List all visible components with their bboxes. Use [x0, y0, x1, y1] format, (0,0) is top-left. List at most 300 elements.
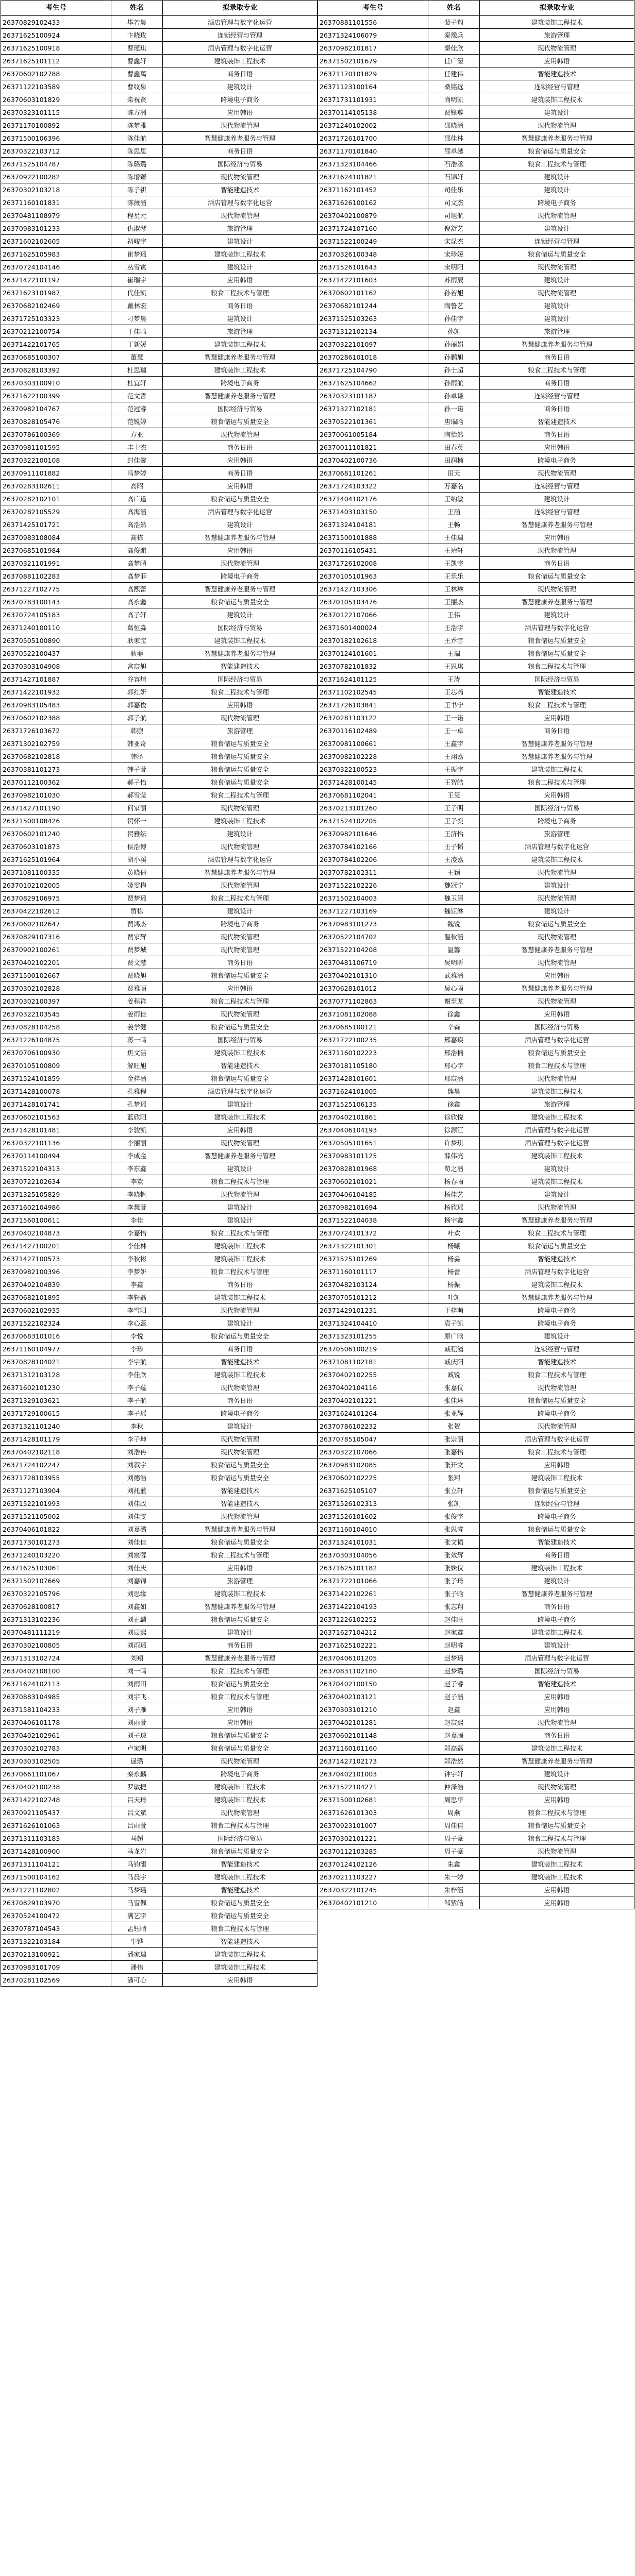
table-row	[1, 621, 318, 634]
cell-exam-id: 26370902100261	[1, 943, 111, 956]
table-row	[1, 1059, 318, 1072]
cell-exam-id: 26371312103128	[1, 1368, 111, 1381]
cell-name: 魏钰淋	[428, 905, 480, 918]
table-row	[1, 1768, 318, 1781]
cell-exam-id: 26370829103970	[1, 1896, 111, 1909]
cell-major: 智慧健康养老服务与管理	[163, 351, 318, 364]
cell-name: 贾雅丽	[111, 982, 163, 995]
table-row	[318, 1394, 634, 1407]
cell-major: 粮食储运与质量安全	[480, 1523, 634, 1536]
cell-exam-id: 26370406104185	[318, 1188, 428, 1201]
cell-major: 建筑设计	[163, 827, 318, 840]
table-row	[318, 1459, 634, 1471]
cell-name: 张贺	[428, 1420, 480, 1433]
table-row	[318, 1781, 634, 1793]
cell-major: 粮食储运与质量安全	[480, 647, 634, 660]
cell-exam-id: 26371602104986	[1, 1201, 111, 1214]
cell-exam-id: 26370402108100	[1, 1665, 111, 1677]
cell-major: 智慧健康养老服务与管理	[480, 596, 634, 608]
cell-name: 陶怡然	[428, 428, 480, 441]
cell-exam-id: 26371102102545	[318, 686, 428, 699]
table-row	[1, 261, 318, 274]
cell-exam-id: 26371160101117	[318, 1265, 428, 1278]
cell-exam-id: 26370402102118	[1, 1446, 111, 1459]
cell-name: 武雅涵	[428, 969, 480, 982]
cell-major: 建筑设计	[480, 608, 634, 621]
cell-major: 应用韩语	[163, 1974, 318, 1987]
cell-name: 臧程潼	[428, 1343, 480, 1355]
cell-name: 刘托蓝	[111, 1484, 163, 1497]
cell-exam-id: 26370782101832	[318, 660, 428, 673]
cell-name: 孙若旭	[428, 286, 480, 299]
cell-exam-id: 26370982101030	[1, 789, 111, 802]
cell-exam-id: 26370602101162	[318, 286, 428, 299]
cell-exam-id: 26370482103124	[318, 1278, 428, 1291]
table-row	[1, 1188, 318, 1201]
table-row	[318, 389, 634, 402]
cell-name: 郑浩然	[428, 1755, 480, 1768]
cell-name: 赵家鑫	[428, 1626, 480, 1639]
cell-exam-id: 26370213101260	[318, 802, 428, 815]
cell-exam-id: 26370213100921	[1, 1948, 111, 1961]
table-row	[1, 1871, 318, 1884]
table-row	[1, 866, 318, 879]
cell-name: 袁子凯	[428, 1317, 480, 1330]
table-row	[318, 1896, 634, 1909]
cell-name: 丁新媛	[111, 338, 163, 351]
cell-major: 粮食储运与质量安全	[480, 1394, 634, 1407]
cell-name: 谷容煊	[111, 673, 163, 686]
cell-exam-id: 26371525106135	[318, 1098, 428, 1111]
table-row	[318, 956, 634, 969]
table-row	[318, 454, 634, 467]
cell-major: 现代物流管理	[163, 1381, 318, 1394]
cell-exam-id: 26370322103712	[1, 145, 111, 158]
cell-name: 刘子雁	[111, 1703, 163, 1716]
cell-major: 现代物流管理	[163, 1446, 318, 1459]
cell-major: 建筑装饰工程技术	[163, 1291, 318, 1304]
cell-name: 王浩宇	[428, 621, 480, 634]
table-row	[1, 505, 318, 518]
cell-exam-id: 26370828104021	[1, 1355, 111, 1368]
cell-exam-id: 26370322100108	[1, 454, 111, 467]
table-row	[1, 1974, 318, 1987]
cell-exam-id: 26371581104233	[1, 1703, 111, 1716]
table-row	[318, 1111, 634, 1124]
table-row	[1, 1098, 318, 1111]
cell-name: 李佳欣	[111, 1368, 163, 1381]
cell-major: 建筑设计	[480, 106, 634, 119]
table-row	[318, 1085, 634, 1098]
cell-exam-id: 26370784102166	[318, 840, 428, 853]
table-row	[318, 879, 634, 892]
cell-name: 刘雨瑶	[111, 1639, 163, 1652]
cell-exam-id: 26370282102101	[1, 493, 111, 505]
cell-name: 刘佳雯	[111, 1510, 163, 1523]
cell-exam-id: 26371522101993	[1, 1497, 111, 1510]
table-row	[1, 1046, 318, 1059]
cell-major: 应用韩语	[480, 1703, 634, 1716]
table-row	[1, 1471, 318, 1484]
cell-name: 孙鹏旭	[428, 351, 480, 364]
table-row	[1, 686, 318, 699]
table-row	[318, 1175, 634, 1188]
cell-major: 粮食工程技术与管理	[480, 699, 634, 711]
cell-exam-id: 26370911101882	[1, 467, 111, 480]
table-row	[318, 634, 634, 647]
cell-exam-id: 26371625100918	[1, 42, 111, 55]
table-row	[318, 325, 634, 338]
table-row	[1, 1072, 318, 1085]
cell-name: 满艺宇	[111, 1909, 163, 1922]
cell-name: 徐鑫	[428, 1008, 480, 1021]
cell-major: 建筑装饰工程技术	[163, 1046, 318, 1059]
cell-name: 王凯宇	[428, 557, 480, 570]
cell-major: 建筑装饰工程技术	[480, 1562, 634, 1574]
cell-name: 蒋一鸣	[111, 1033, 163, 1046]
cell-major: 粮食储运与质量安全	[163, 1330, 318, 1343]
cell-exam-id: 26370705101212	[318, 1291, 428, 1304]
cell-major: 商务日语	[480, 402, 634, 415]
cell-name: 孙士超	[428, 364, 480, 377]
cell-exam-id: 26370602102225	[318, 1471, 428, 1484]
cell-major: 建筑装饰工程技术	[163, 1587, 318, 1600]
table-row	[1, 583, 318, 596]
cell-major: 现代物流管理	[480, 261, 634, 274]
cell-exam-id: 26371625102221	[318, 1639, 428, 1652]
cell-name: 高栋	[111, 531, 163, 544]
cell-major: 旅游管理	[163, 325, 318, 338]
cell-exam-id: 26370302100805	[1, 1639, 111, 1652]
cell-exam-id: 26370881101556	[318, 16, 428, 29]
cell-exam-id: 26371122103589	[1, 80, 111, 93]
cell-exam-id: 26370406104193	[318, 1124, 428, 1137]
cell-exam-id: 26370303104056	[318, 1549, 428, 1562]
table-row	[318, 1304, 634, 1317]
cell-major: 粮食工程技术与管理	[163, 1690, 318, 1703]
table-row	[1, 673, 318, 686]
table-row	[1, 1909, 318, 1922]
cell-major: 粮食工程技术与管理	[163, 1665, 318, 1677]
table-row	[1, 1716, 318, 1729]
cell-name: 郭子航	[111, 711, 163, 724]
cell-exam-id: 26370682102818	[1, 750, 111, 763]
cell-major: 应用韩语	[163, 1562, 318, 1574]
table-row	[318, 312, 634, 325]
cell-major: 粮食工程技术与管理	[163, 1265, 318, 1278]
cell-exam-id: 26370406101822	[1, 1523, 111, 1536]
table-row	[318, 364, 634, 377]
table-row	[1, 415, 318, 428]
cell-exam-id: 26370402104839	[1, 1278, 111, 1291]
cell-name: 仲泽浩	[428, 1781, 480, 1793]
cell-major: 现代物流管理	[480, 892, 634, 905]
cell-name: 李慧萱	[111, 1201, 163, 1214]
cell-exam-id: 26371313102236	[1, 1613, 111, 1626]
cell-major: 粮食储运与质量安全	[163, 1845, 318, 1858]
table-row	[318, 1819, 634, 1832]
cell-exam-id: 26370602102647	[1, 918, 111, 930]
cell-exam-id: 26370402102201	[1, 956, 111, 969]
cell-major: 现代物流管理	[480, 583, 634, 596]
cell-major: 粮食工程技术与管理	[163, 1227, 318, 1240]
cell-exam-id: 26371403103150	[318, 505, 428, 518]
cell-major: 建筑设计	[480, 1188, 634, 1201]
cell-name: 赵佳旺	[428, 1613, 480, 1626]
table-body-right	[318, 16, 634, 1909]
cell-exam-id: 26370981101595	[1, 441, 111, 454]
cell-exam-id: 26371240103220	[1, 1549, 111, 1562]
cell-major: 商务日语	[163, 467, 318, 480]
table-row	[1, 1252, 318, 1265]
cell-name: 张佳琳	[428, 1394, 480, 1407]
cell-exam-id: 26370303104908	[1, 660, 111, 673]
cell-major: 应用韩语	[480, 1884, 634, 1896]
cell-exam-id: 26371127103904	[1, 1484, 111, 1497]
cell-major: 跨境电子商务	[480, 815, 634, 827]
cell-major: 商务日语	[480, 428, 634, 441]
cell-name: 韩子萱	[111, 763, 163, 776]
cell-exam-id: 26370506100219	[318, 1343, 428, 1355]
cell-name: 李晓帆	[111, 1188, 163, 1201]
cell-name: 范锐婷	[111, 415, 163, 428]
cell-name: 臧庆阳	[428, 1355, 480, 1368]
table-row	[1, 982, 318, 995]
cell-major: 现代物流管理	[480, 1420, 634, 1433]
table-row	[1, 956, 318, 969]
cell-exam-id: 26371525103263	[318, 312, 428, 325]
cell-name: 何家丽	[111, 802, 163, 815]
cell-major: 建筑设计	[163, 518, 318, 531]
cell-name: 李梦妍	[111, 1265, 163, 1278]
header-exam-id: 考生号	[318, 1, 428, 16]
cell-exam-id: 26371602102605	[1, 235, 111, 248]
cell-name: 杨宇鑫	[428, 1214, 480, 1227]
cell-exam-id: 26370105101963	[318, 570, 428, 583]
cell-name: 李欢	[111, 1175, 163, 1188]
cell-major: 粮食储运与质量安全	[480, 1240, 634, 1252]
cell-exam-id: 26370883104985	[1, 1690, 111, 1703]
table-row	[1, 1265, 318, 1278]
cell-exam-id: 26371626100162	[318, 196, 428, 209]
table-row	[318, 621, 634, 634]
table-row	[318, 930, 634, 943]
cell-major: 现代物流管理	[163, 1008, 318, 1021]
cell-exam-id: 26371500101888	[318, 531, 428, 544]
cell-name: 李轩磊	[111, 1291, 163, 1304]
cell-exam-id: 26371322103184	[1, 1935, 111, 1948]
cell-major: 粮食储运与质量安全	[480, 248, 634, 261]
cell-exam-id: 26371422102748	[1, 1793, 111, 1806]
cell-exam-id: 26370124102126	[318, 1858, 428, 1871]
cell-major: 粮食储运与质量安全	[163, 737, 318, 750]
cell-name: 吕文斌	[111, 1806, 163, 1819]
cell-exam-id: 26371521105002	[1, 1510, 111, 1523]
cell-exam-id: 26371624101821	[318, 171, 428, 183]
cell-exam-id: 26370124101601	[318, 647, 428, 660]
table-row	[318, 119, 634, 132]
table-row	[318, 1214, 634, 1227]
table-row	[1, 1742, 318, 1755]
cell-major: 粮食储运与质量安全	[163, 493, 318, 505]
cell-exam-id: 26370321101991	[1, 557, 111, 570]
cell-major: 智慧健康养老服务与管理	[480, 338, 634, 351]
cell-name: 王玺	[428, 789, 480, 802]
cell-name: 高浩然	[111, 518, 163, 531]
cell-exam-id: 26371323104466	[318, 158, 428, 171]
table-row	[1, 1922, 318, 1935]
cell-name: 王一诺	[428, 711, 480, 724]
cell-exam-id: 26371123100164	[318, 80, 428, 93]
cell-major: 建筑装饰工程技术	[480, 1626, 634, 1639]
cell-major: 旅游管理	[480, 827, 634, 840]
table-row	[318, 1033, 634, 1046]
cell-name: 司旭航	[428, 209, 480, 222]
table-row	[318, 608, 634, 621]
table-row	[318, 1677, 634, 1690]
cell-name: 王佳瑞	[428, 531, 480, 544]
cell-exam-id: 26370602101148	[318, 1729, 428, 1742]
table-row	[1, 1381, 318, 1394]
cell-exam-id: 26371422102261	[318, 1587, 428, 1600]
table-row	[318, 1858, 634, 1871]
cell-major: 连锁经营与管理	[480, 480, 634, 493]
cell-major: 粮食储运与质量安全	[163, 1729, 318, 1742]
cell-major: 应用韩语	[163, 544, 318, 557]
cell-major: 粮食储运与质量安全	[163, 1459, 318, 1471]
table-row	[1, 338, 318, 351]
cell-major: 旅游管理	[480, 325, 634, 338]
table-row	[1, 815, 318, 827]
cell-exam-id: 26371624101125	[318, 673, 428, 686]
cell-name: 周子豪	[428, 1845, 480, 1858]
cell-major: 酒店管理与数字化运营	[163, 853, 318, 866]
cell-major: 现代物流管理	[480, 995, 634, 1008]
cell-major: 旅游管理	[480, 29, 634, 42]
cell-exam-id: 26370286101018	[318, 351, 428, 364]
cell-name: 王一卓	[428, 724, 480, 737]
cell-name: 王思琪	[428, 660, 480, 673]
table-row	[1, 660, 318, 673]
cell-major: 建筑装饰工程技术	[480, 853, 634, 866]
cell-name: 陶鲁艺	[428, 299, 480, 312]
cell-exam-id: 26370211103227	[318, 1871, 428, 1884]
cell-major: 粮食工程技术与管理	[163, 686, 318, 699]
table-row	[1, 570, 318, 583]
cell-exam-id: 26370302100397	[1, 995, 111, 1008]
table-row	[318, 196, 634, 209]
table-row	[318, 145, 634, 158]
cell-name: 张珂	[428, 1471, 480, 1484]
cell-major: 酒店管理与数字化运营	[480, 1433, 634, 1446]
cell-name: 王颖	[428, 866, 480, 879]
cell-exam-id: 26370402101861	[318, 1111, 428, 1124]
cell-name: 荀之涵	[428, 1162, 480, 1175]
table-row	[1, 1317, 318, 1330]
cell-exam-id: 26371170100892	[1, 119, 111, 132]
cell-exam-id: 26370828104258	[1, 1021, 111, 1033]
cell-exam-id: 26370982102228	[318, 750, 428, 763]
cell-name: 贾梦城	[111, 943, 163, 956]
cell-name: 王涵	[428, 505, 480, 518]
cell-exam-id: 26370402101281	[318, 1716, 428, 1729]
cell-exam-id: 26371502107669	[1, 1574, 111, 1587]
cell-name: 张子琦	[428, 1574, 480, 1587]
cell-name: 李子瑶	[111, 1407, 163, 1420]
cell-exam-id: 26370602102388	[1, 711, 111, 724]
cell-name: 杨欣瑶	[428, 1201, 480, 1214]
cell-exam-id: 26370603101829	[1, 93, 111, 106]
cell-major: 智慧健康养老服务与管理	[163, 583, 318, 596]
table-row	[1, 16, 318, 29]
cell-major: 酒店管理与数字化运营	[480, 621, 634, 634]
cell-major: 应用韩语	[480, 55, 634, 67]
cell-major: 现代物流管理	[480, 42, 634, 55]
cell-name: 孙一诺	[428, 402, 480, 415]
cell-name: 吕雨萱	[111, 1819, 163, 1832]
cell-exam-id: 26370783100143	[1, 596, 111, 608]
cell-exam-id: 26370628100817	[1, 1600, 111, 1613]
table-row	[1, 467, 318, 480]
cell-major: 酒店管理与数字化运营	[480, 1124, 634, 1137]
table-row	[1, 1201, 318, 1214]
table-row	[318, 1639, 634, 1652]
table-row	[1, 80, 318, 93]
cell-exam-id: 26371427101887	[1, 673, 111, 686]
table-row	[318, 1652, 634, 1665]
cell-exam-id: 26370481106719	[318, 956, 428, 969]
table-row	[1, 235, 318, 248]
cell-name: 蓝欣阳	[111, 1111, 163, 1124]
cell-exam-id: 26371624102113	[1, 1677, 111, 1690]
cell-exam-id: 26370102102005	[1, 879, 111, 892]
cell-exam-id: 26371312102134	[318, 325, 428, 338]
cell-name: 万嘉名	[428, 480, 480, 493]
cell-major: 粮食工程技术与管理	[480, 1227, 634, 1240]
cell-major: 连锁经营与管理	[480, 235, 634, 248]
cell-exam-id: 26371428101741	[1, 1098, 111, 1111]
cell-exam-id: 26371221102802	[1, 1884, 111, 1896]
cell-exam-id: 26370303102505	[1, 1755, 111, 1768]
cell-exam-id: 26371526102313	[318, 1497, 428, 1510]
table-row	[318, 29, 634, 42]
table-row	[318, 248, 634, 261]
cell-name: 孟钰晴	[111, 1922, 163, 1935]
cell-name: 高梦晴	[111, 557, 163, 570]
table-row	[1, 1832, 318, 1845]
table-row	[318, 1149, 634, 1162]
table-row	[1, 1806, 318, 1819]
cell-name: 杨振	[428, 1278, 480, 1291]
table-row	[318, 1407, 634, 1420]
cell-name: 李悦	[111, 1330, 163, 1343]
cell-exam-id: 26371325105829	[1, 1188, 111, 1201]
cell-exam-id: 26370682101895	[1, 1291, 111, 1304]
table-row	[318, 596, 634, 608]
cell-name: 金梓涵	[111, 1072, 163, 1085]
cell-name: 桑铭远	[428, 80, 480, 93]
cell-name: 杨佳艺	[428, 1188, 480, 1201]
cell-major: 旅游管理	[163, 222, 318, 235]
table-row	[318, 1510, 634, 1523]
cell-name: 王畅	[428, 518, 480, 531]
cell-name: 李子坤	[111, 1433, 163, 1446]
cell-exam-id: 26371422101603	[318, 274, 428, 286]
cell-name: 孔雅程	[111, 1085, 163, 1098]
cell-name: 李子蕴	[111, 1381, 163, 1394]
cell-name: 丛雪寅	[111, 261, 163, 274]
cell-name: 孔梦瑶	[111, 1098, 163, 1111]
